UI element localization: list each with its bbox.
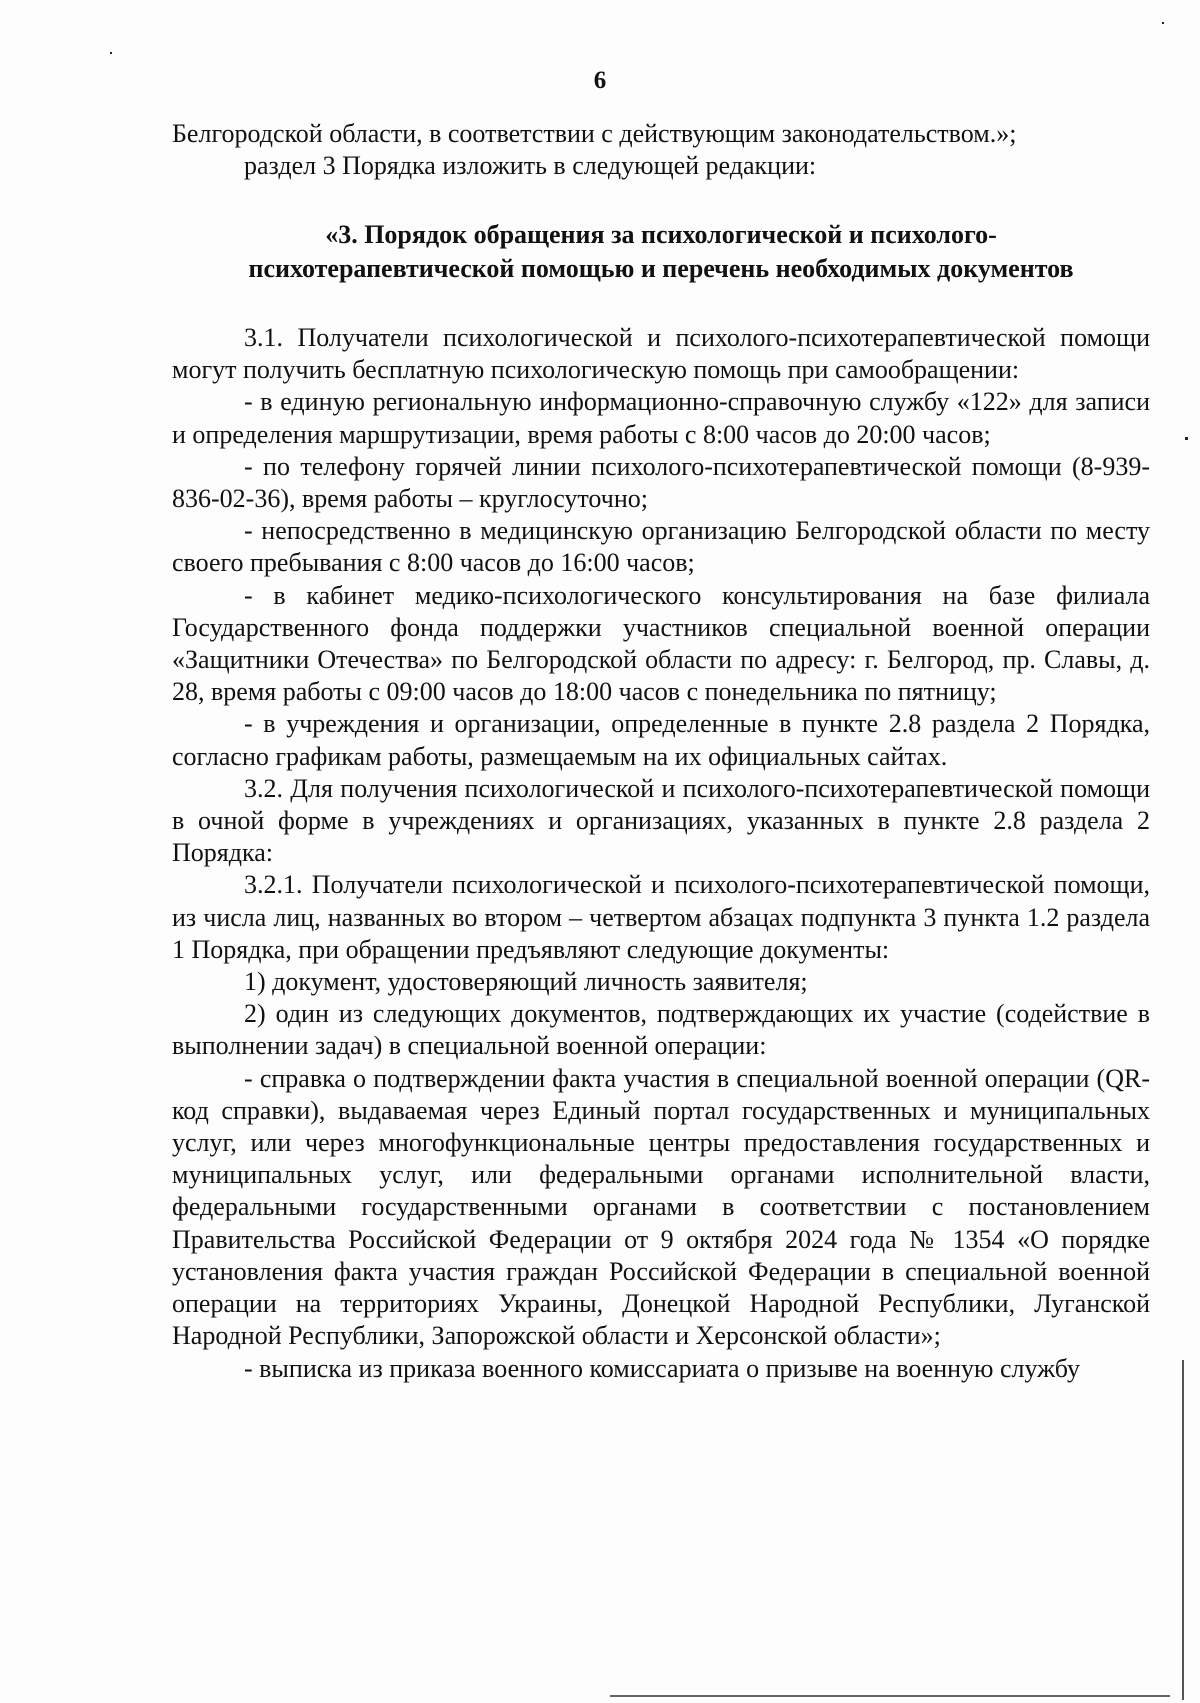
section-heading (172, 218, 1150, 286)
intro-line-1: Белгородской области, в соответствии с действующим законодательством.»; (172, 119, 1017, 148)
paragraph-3-2: 3.2. Для получения психологической и психолого-психотерапевтической помощи в очной форме в учреждениях и организациях, указанных в пункте 2.8 раздела 2 Порядка: (172, 773, 1150, 868)
section-heading-line-1: «3. Порядок обращения за психологической и психолого- (325, 220, 997, 249)
intro-block (172, 118, 1150, 182)
list-item-consulting-office: - в кабинет медико-психологического консультирования на базе филиала Государственного фонда поддержки участников специальной военной операции «Защитники Отечества» по Белгородской области по адресу: г. Белгород, пр. Славы, д. 28, время работы с 09:00 часов до 18:00 часов с понедельника по пятницу; (172, 580, 1150, 707)
paragraph-3-1: 3.1. Получатели психологической и психолого-психотерапевтической помощи могут получить бесплатную психологическую помощь при самообращении: (172, 323, 1150, 385)
list-item-participation-documents: 2) один из следующих документов, подтверждающих их участие (содействие в выполнении задач) в специальной военной операции: (172, 999, 1150, 1061)
body-text (172, 322, 1150, 1385)
list-item-122-service: - в единую региональную информационно-справочную службу «122» для записи и определения маршрутизации, время работы с 8:00 часов до 20:00 часов; (172, 387, 1150, 449)
list-item-institutions: - в учреждения и организации, определенные в пункте 2.8 раздела 2 Порядка, согласно графикам работы, размещаемым на их официальных сайтах. (172, 709, 1150, 771)
scan-speck (1162, 22, 1164, 24)
list-item-identity-document: 1) документ, удостоверяющий личность заявителя; (244, 967, 808, 997)
page-number: 6 (593, 67, 607, 94)
scan-speck (1185, 437, 1188, 440)
scan-edge-bottom (610, 1695, 1170, 1697)
scan-speck (110, 52, 112, 54)
list-item-participation-certificate: - справка о подтверждении факта участия в специальной военной операции (QR-код справки), выдаваемая через Единый портал государственных и муниципальных услуг, или через многофункциональные центры предоставления государственных и муниципальных услуг, или федеральными органами исполнительной власти, федеральными государственными органами в соответствии с постановлением Правительства Российской Федерации от 9 октября 2024 года № 1354 «О порядке установления факта участия граждан Российской Федерации в специальной военной операции на территориях Украины, Донецкой Народной Республики, Луганской Народной Республики, Запорожской области и Херсонской области»; (172, 1063, 1150, 1351)
list-item-medical-organization: - непосредственно в медицинскую организацию Белгородской области по месту своего пребывания с 8:00 часов до 16:00 часов; (172, 516, 1150, 578)
paragraph-3-2-1: 3.2.1. Получатели психологической и психолого-психотерапевтической помощи, из числа лиц, названных во втором – четвертом абзацах подпункта 3 пункта 1.2 раздела 1 Порядка, при обращении предъявляют следующие документы: (172, 870, 1150, 964)
intro-line-2: раздел 3 Порядка изложить в следующей редакции: (244, 151, 817, 181)
section-heading-line-2: психотерапевтической помощью и перечень необходимых документов (248, 254, 1074, 283)
list-item-military-order-extract: - выписка из приказа военного комиссариата о призыве на военную службу (244, 1353, 1080, 1383)
scan-edge-right (1182, 1360, 1184, 1700)
list-item-hotline: - по телефону горячей линии психолого-психотерапевтической помощи (8-939-836-02-36), время работы – круглосуточно; (172, 451, 1150, 514)
